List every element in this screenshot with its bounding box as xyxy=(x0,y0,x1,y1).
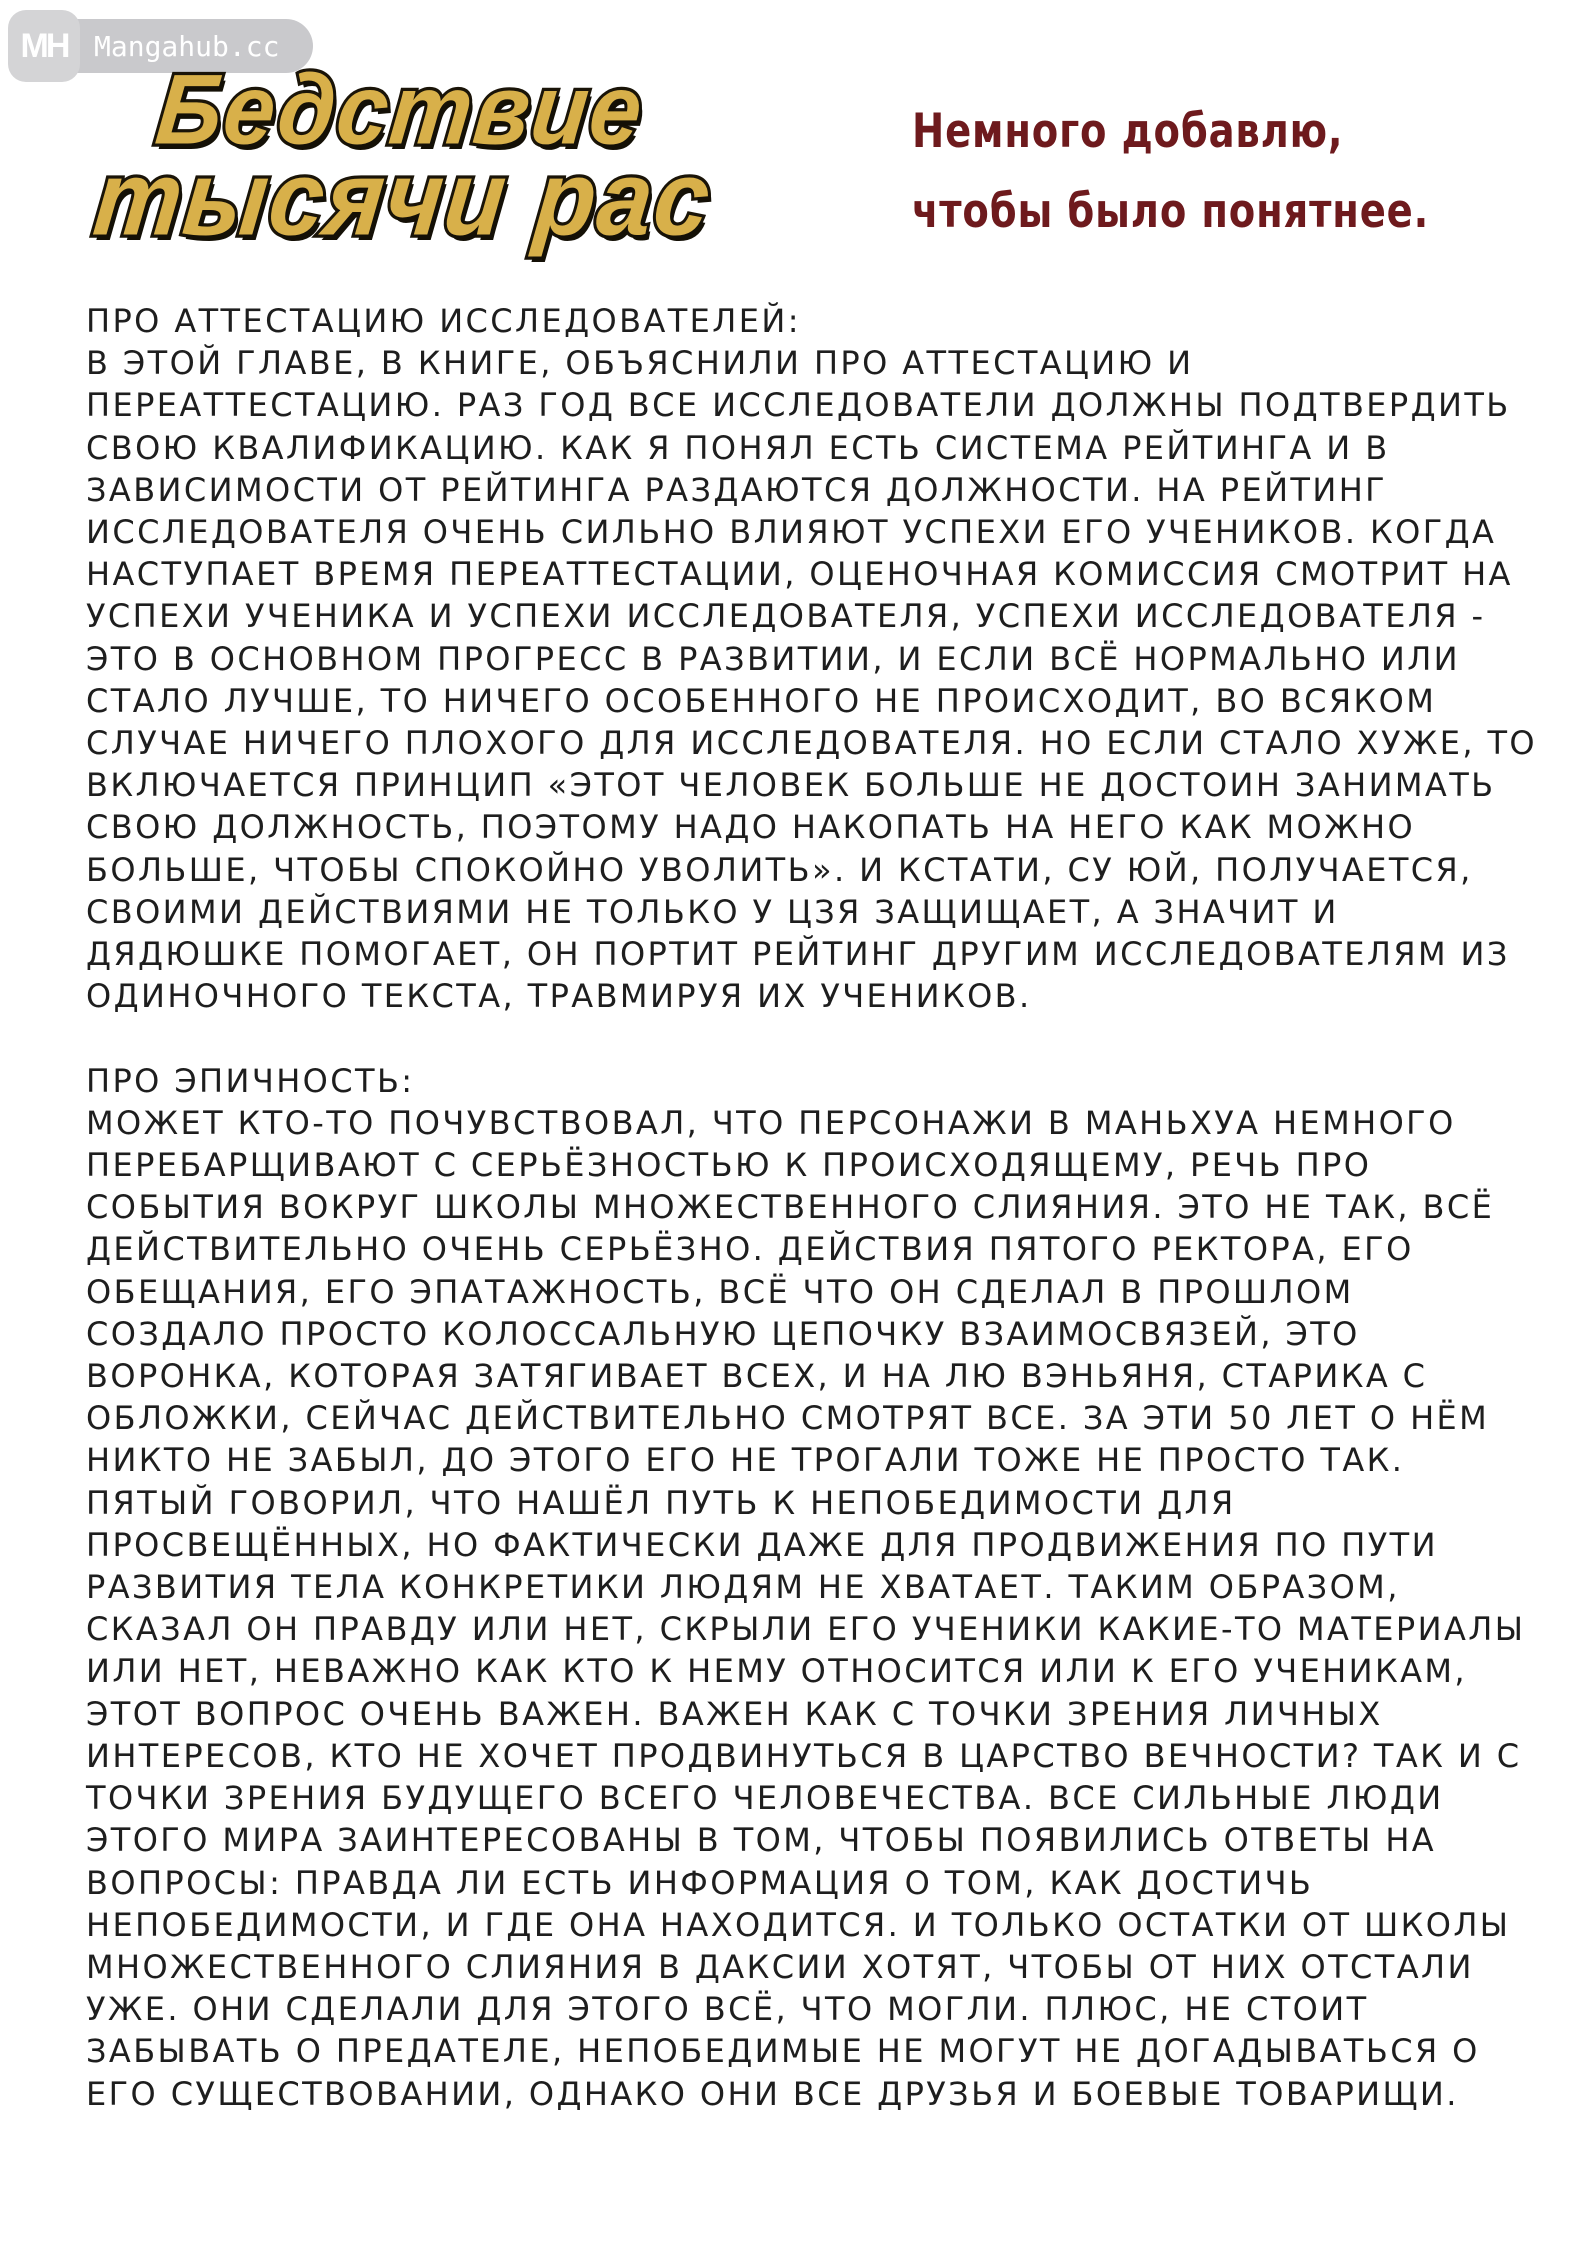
title-logo-line2: тысячи рас xyxy=(88,138,718,258)
header-note-line2: чтобы было понятнее. xyxy=(912,184,1430,239)
section-title: ПРО АТТЕСТАЦИЮ ИССЛЕДОВАТЕЛЕЙ: xyxy=(86,302,801,340)
watermark-site-label: Mangahub.cc xyxy=(66,19,313,73)
title-logo-line1: Бедствие xyxy=(151,54,650,166)
section-title: ПРО ЭПИЧНОСТЬ: xyxy=(86,1061,415,1100)
article xyxy=(86,300,1546,2115)
section-epicness xyxy=(86,1060,1546,2115)
section-body: МОЖЕТ КТО-ТО ПОЧУВСТВОВАЛ, ЧТО ПЕРСОНАЖИ В МАНЬХУА НЕМНОГО ПЕРЕБАРЩИВАЮТ С СЕРЬЁЗНОСТЬЮ К ПРОИСХОДЯЩЕМУ, РЕЧЬ ПРО СОБЫТИЯ ВОКРУГ ШКОЛЫ МНОЖЕСТВЕННОГО СЛИЯНИЯ. ЭТО НЕ ТАК, ВСЁ ДЕЙСТВИТЕЛЬНО ОЧЕНЬ СЕРЬЁЗНО. ДЕЙСТВИЯ ПЯТОГО РЕКТОРА, ЕГО ОБЕЩАНИЯ, ЕГО ЭПАТАЖНОСТЬ, ВСЁ ЧТО ОН СДЕЛАЛ В ПРОШЛОМ СОЗДАЛО ПРОСТО КОЛОССАЛЬНУЮ ЦЕПОЧКУ ВЗАИМОСВЯЗЕЙ, ЭТО ВОРОНКА, КОТОРАЯ ЗАТЯГИВАЕТ ВСЕХ, И НА ЛЮ ВЭНЬЯНЯ, СТАРИКА С ОБЛОЖКИ, СЕЙЧАС ДЕЙСТВИТЕЛЬНО СМОТРЯТ ВСЕ. ЗА ЭТИ 50 ЛЕТ О НЁМ НИКТО НЕ ЗАБЫЛ, ДО ЭТОГО ЕГО НЕ ТРОГАЛИ ТОЖЕ НЕ ПРОСТО ТАК. ПЯТЫЙ ГОВОРИЛ, ЧТО НАШЁЛ ПУТЬ К НЕПОБЕДИМОСТИ ДЛЯ ПРОСВЕЩЁННЫХ, НО ФАКТИЧЕСКИ ДАЖЕ ДЛЯ ПРОДВИЖЕНИЯ ПО ПУТИ РАЗВИТИЯ ТЕЛА КОНКРЕТИКИ ЛЮДЯМ НЕ ХВАТАЕТ. ТАКИМ ОБРАЗОМ, СКАЗАЛ ОН ПРАВДУ ИЛИ НЕТ, СКРЫЛИ ЕГО УЧЕНИКИ КАКИЕ-ТО МАТЕРИАЛЫ ИЛИ НЕТ, НЕВАЖНО КАК КТО К НЕМУ ОТНОСИТСЯ ИЛИ К ЕГО УЧЕНИКАМ, ЭТОТ ВОПРОС ОЧЕНЬ ВАЖЕН. ВАЖЕН КАК С ТОЧКИ ЗРЕНИЯ ЛИЧНЫХ ИНТЕРЕСОВ, КТО НЕ ХОЧЕТ ПРОДВИНУТЬСЯ В ЦАРСТВО ВЕЧНОСТИ? ТАК И С ТОЧКИ ЗРЕНИЯ БУДУЩЕГО ВСЕГО ЧЕЛОВЕЧЕСТВА. ВСЕ СИЛЬНЫЕ ЛЮДИ ЭТОГО МИРА ЗАИНТЕРЕСОВАНЫ В ТОМ, ЧТОБЫ ПОЯВИЛИСЬ ОТВЕТЫ НА ВОПРОСЫ: ПРАВДА ЛИ ЕСТЬ ИНФОРМАЦИЯ О ТОМ, КАК ДОСТИЧЬ НЕПОБЕДИМОСТИ, И ГДЕ ОНА НАХОДИТСЯ. И ТОЛЬКО ОСТАТКИ ОТ ШКОЛЫ МНОЖЕСТВЕННОГО СЛИЯНИЯ В ДАКСИИ ХОТЯТ, ЧТОБЫ ОТ НИХ ОТСТАЛИ УЖЕ. ОНИ СДЕЛАЛИ ДЛЯ ЭТОГО ВСЁ, ЧТО МОГЛИ. ПЛЮС, НЕ СТОИТ ЗАБЫВАТЬ О ПРЕДАТЕЛЕ, НЕПОБЕДИМЫЕ НЕ МОГУТ НЕ ДОГАДЫВАТЬСЯ О ЕГО СУЩЕСТВОВАНИИ, ОДНАКО ОНИ ВСЕ ДРУЗЬЯ И БОЕВЫЕ ТОВАРИЩИ. xyxy=(86,1103,1526,2113)
section-body: В ЭТОЙ ГЛАВЕ, В КНИГЕ, ОБЪЯСНИЛИ ПРО АТТЕСТАЦИЮ И ПЕРЕАТТЕСТАЦИЮ. РАЗ ГОД ВСЕ ИССЛЕДОВАТЕЛИ ДОЛЖНЫ ПОДТВЕРДИТЬ СВОЮ КВАЛИФИКАЦИЮ. КАК Я ПОНЯЛ ЕСТЬ СИСТЕМА РЕЙТИНГА И В ЗАВИСИМОСТИ ОТ РЕЙТИНГА РАЗДАЮТСЯ ДОЛЖНОСТИ. НА РЕЙТИНГ ИССЛЕДОВАТЕЛЯ ОЧЕНЬ СИЛЬНО ВЛИЯЮТ УСПЕХИ ЕГО УЧЕНИКОВ. КОГДА НАСТУПАЕТ ВРЕМЯ ПЕРЕАТТЕСТАЦИИ, ОЦЕНОЧНАЯ КОМИССИЯ СМОТРИТ НА УСПЕХИ УЧЕНИКА И УСПЕХИ ИССЛЕДОВАТЕЛЯ, УСПЕХИ ИССЛЕДОВАТЕЛЯ - ЭТО В ОСНОВНОМ ПРОГРЕСС В РАЗВИТИИ, И ЕСЛИ ВСЁ НОРМАЛЬНО ИЛИ СТАЛО ЛУЧШЕ, ТО НИЧЕГО ОСОБЕННОГО НЕ ПРОИСХОДИТ, ВО ВСЯКОМ СЛУЧАЕ НИЧЕГО ПЛОХОГО ДЛЯ ИССЛЕДОВАТЕЛЯ. НО ЕСЛИ СТАЛО ХУЖЕ, ТО ВКЛЮЧАЕТСЯ ПРИНЦИП «ЭТОТ ЧЕЛОВЕК БОЛЬШЕ НЕ ДОСТОИН ЗАНИМАТЬ СВОЮ ДОЛЖНОСТЬ, ПОЭТОМУ НАДО НАКОПАТЬ НА НЕГО КАК МОЖНО БОЛЬШЕ, ЧТОБЫ СПОКОЙНО УВОЛИТЬ». И КСТАТИ, СУ ЮЙ, ПОЛУЧАЕТСЯ, СВОИМИ ДЕЙСТВИЯМИ НЕ ТОЛЬКО У ЦЗЯ ЗАЩИЩАЕТ, А ЗНАЧИТ И ДЯДЮШКЕ ПОМОГАЕТ, ОН ПОРТИТ РЕЙТИНГ ДРУГИМ ИССЛЕДОВАТЕЛЯМ ИЗ ОДИНОЧНОГО ТЕКСТА, ТРАВМИРУЯ ИХ УЧЕНИКОВ. xyxy=(86,344,1538,1016)
header-note xyxy=(912,92,1430,252)
title-logo xyxy=(88,54,815,258)
header-note-line1: Немного добавлю, xyxy=(912,104,1344,159)
watermark-logo: MH xyxy=(8,10,80,82)
section-attestation xyxy=(86,300,1546,1017)
